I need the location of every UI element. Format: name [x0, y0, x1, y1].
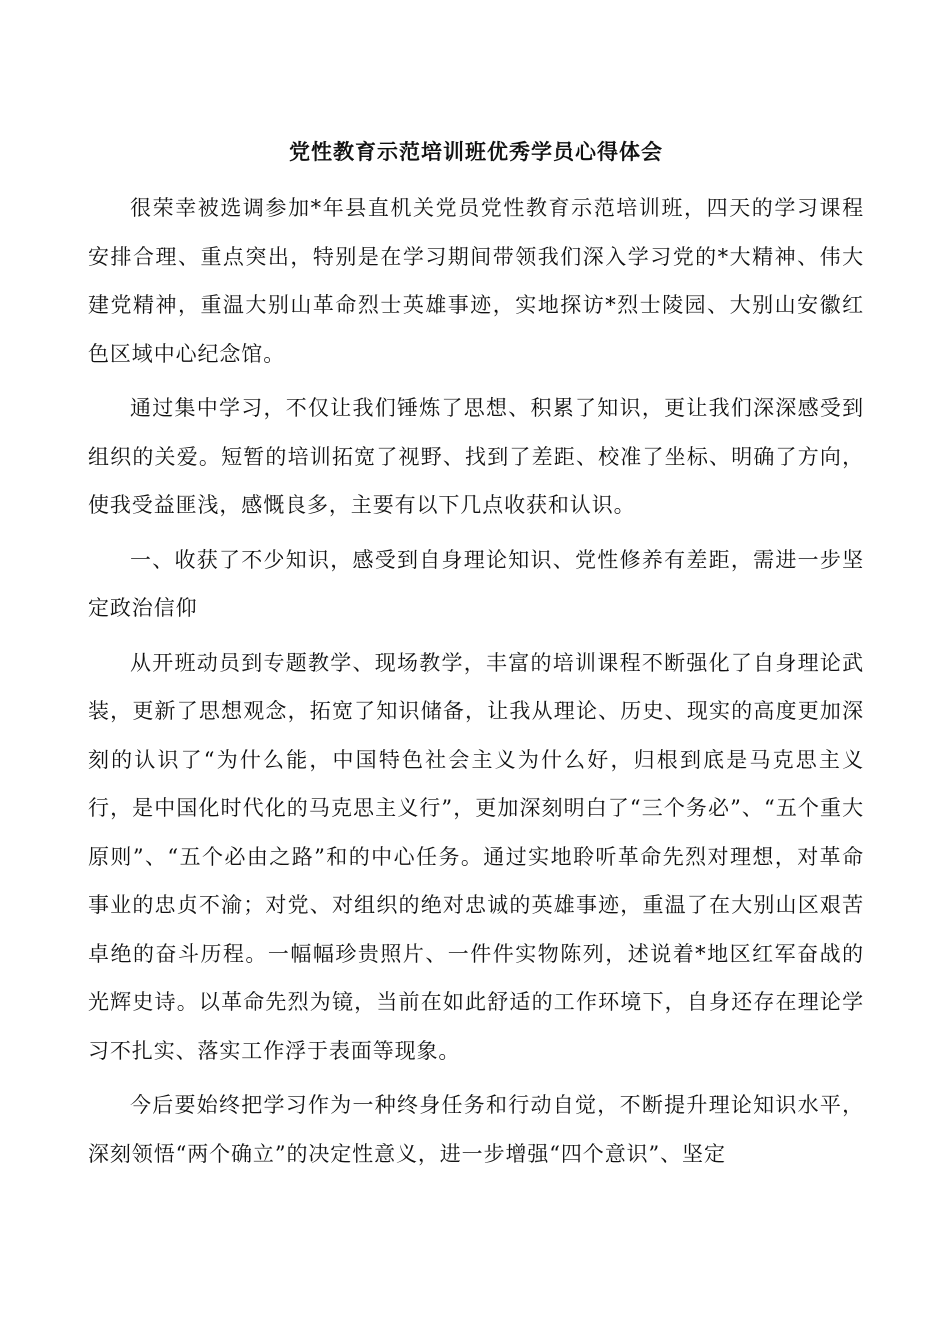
document-title: 党性教育示范培训班优秀学员心得体会 — [289, 139, 663, 164]
document-page — [88, 132, 864, 1184]
paragraph-future-plan: 今后要始终把学习作为一种终身任务和行动自觉，不断提升理论知识水平，深刻领悟“两个确立”的决定性意义，进一步增强“四个意识”、坚定 — [88, 1093, 864, 1166]
paragraph-intro: 很荣幸被选调参加*年县直机关党员党性教育示范培训班，四天的学习课程安排合理、重点突出，特别是在学习期间带领我们深入学习党的*大精神、伟大建党精神，重温大别山革命烈士英雄事迹，实地探访*烈士陵园、大别山安徽红色区域中心纪念馆。 — [88, 196, 864, 366]
paragraph-gains-summary: 通过集中学习，不仅让我们锤炼了思想、积累了知识，更让我们深深感受到组织的关爱。短暂的培训拓宽了视野、找到了差距、校准了坐标、明确了方向，使我受益匪浅，感慨良多，主要有以下几点收获和认识。 — [88, 396, 864, 517]
paragraph-learning-details: 从开班动员到专题教学、现场教学，丰富的培训课程不断强化了自身理论武装，更新了思想观念，拓宽了知识储备，让我从理论、历史、现实的高度更加深刻的认识了“为什么能，中国特色社会主义为什么好，归根到底是马克思主义行，是中国化时代化的马克思主义行”，更加深刻明白了“三个务必”、“五个重大原则”、“五个必由之路”和的中心任务。通过实地聆听革命先烈对理想，对革命事业的忠贞不渝；对党、对组织的绝对忠诚的英雄事迹，重温了在大别山区艰苦卓绝的奋斗历程。一幅幅珍贵照片、一件件实物陈列，述说着*地区红军奋战的光辉史诗。以革命先烈为镜，当前在如此舒适的工作环境下，自身还存在理论学习不扎实、落实工作浮于表面等现象。 — [88, 650, 864, 1063]
section-heading-one: 一、收获了不少知识，感受到自身理论知识、党性修养有差距，需进一步坚定政治信仰 — [88, 547, 864, 620]
